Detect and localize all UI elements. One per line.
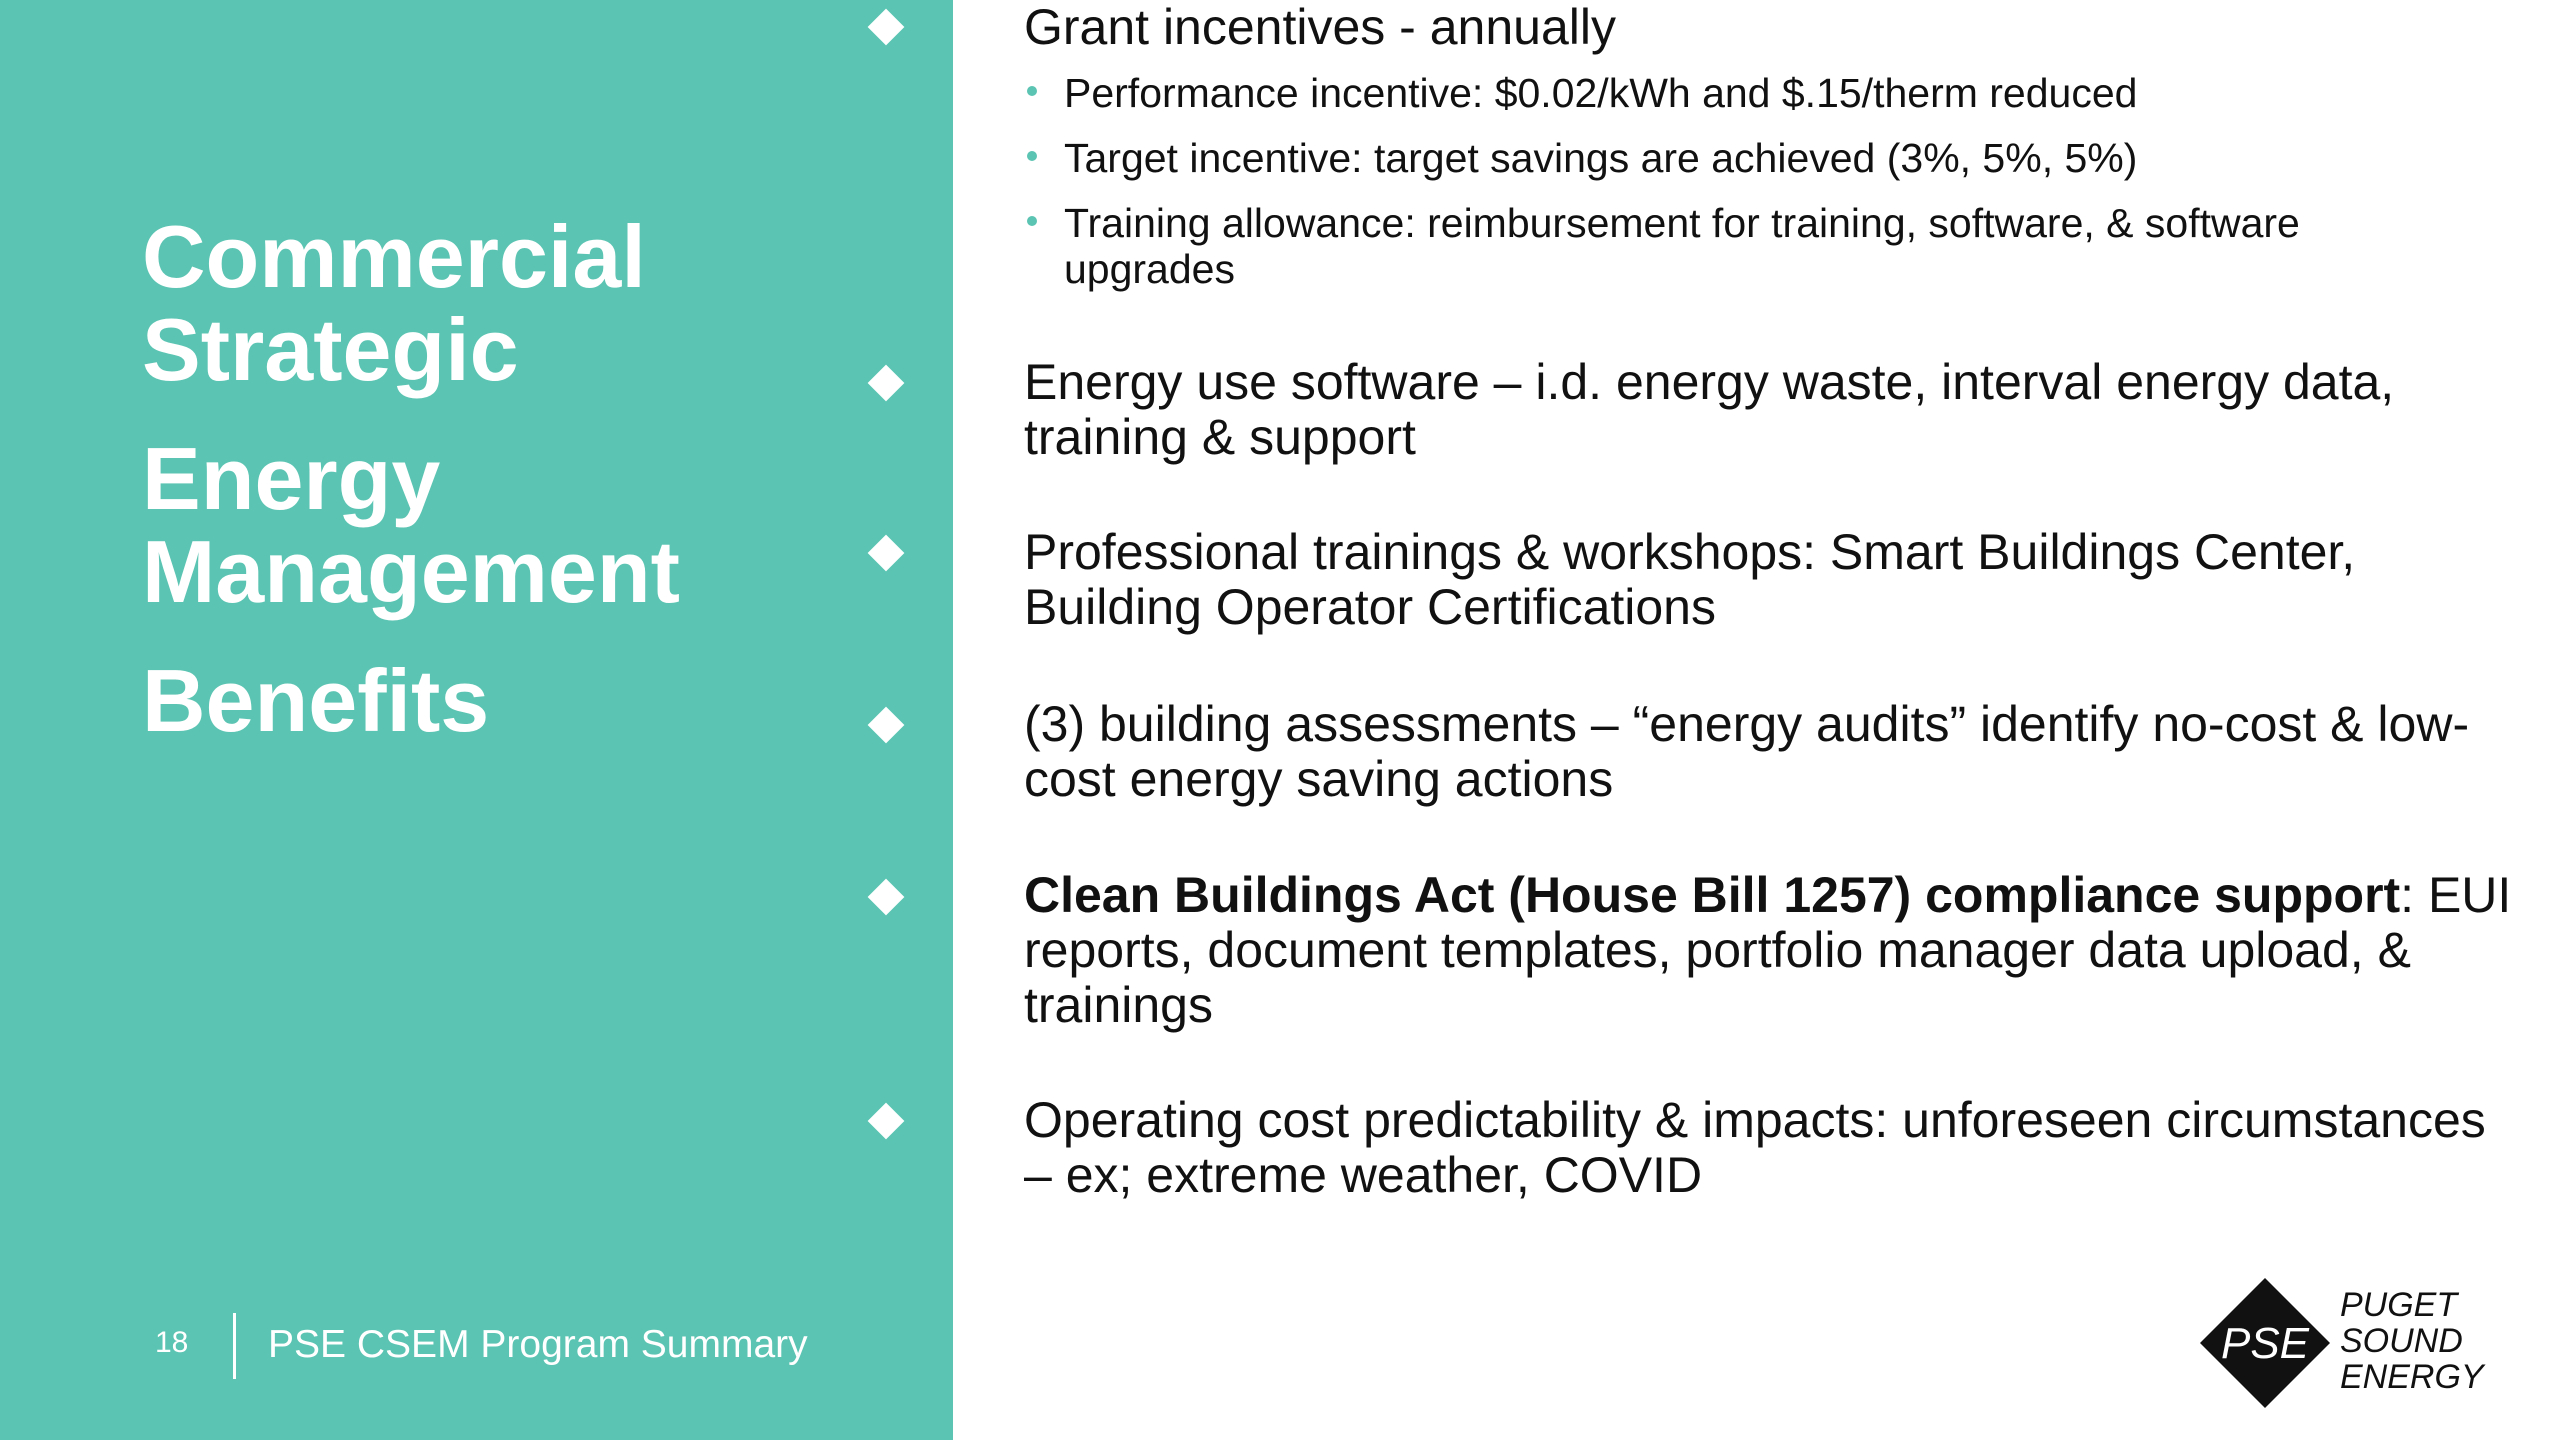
title-line: Management: [142, 522, 680, 621]
footer-title: PSE CSEM Program Summary: [268, 1323, 808, 1366]
page-number: 18: [155, 1326, 189, 1359]
sub-list-item: [1064, 200, 2404, 292]
pse-logo-mark: [2200, 1278, 2500, 1408]
sub-item-text: Performance incentive: $0.02/kWh and $.15/therm reduced: [1064, 70, 2138, 116]
list-item: [1024, 0, 2524, 55]
list-item: [1024, 697, 2524, 807]
item-bold-text: Clean Buildings Act (House Bill 1257) compliance support: [1024, 867, 2401, 923]
dot-bullet-icon: [1027, 86, 1037, 96]
sub-item-text: Training allowance: reimbursement for training, software, & software upgrades: [1064, 200, 2300, 292]
dot-bullet-icon: [1027, 151, 1037, 161]
sub-item-text: Target incentive: target savings are achieved (3%, 5%, 5%): [1064, 135, 2138, 181]
item-text: (3) building assessments – “energy audits” identify no-cost & low-cost energy saving actions: [1024, 696, 2470, 807]
item-text: Grant incentives - annually: [1024, 0, 1616, 55]
dot-bullet-icon: [1027, 216, 1037, 226]
diamond-bullet-icon: [868, 879, 905, 916]
title-line: Commercial: [142, 207, 646, 306]
list-item: [1024, 1093, 2524, 1203]
item-text: Energy use software – i.d. energy waste, interval energy data, training & support: [1024, 354, 2395, 465]
footer-divider: [233, 1313, 236, 1379]
logo-line: ENERGY: [2340, 1358, 2484, 1396]
list-item: [1024, 525, 2524, 635]
title-line: Strategic: [142, 300, 519, 399]
item-text: Professional trainings & workshops: Smart Buildings Center, Building Operator Certifications: [1024, 524, 2356, 635]
diamond-bullet-icon: [868, 9, 905, 46]
logo-mark-text: PSE: [2220, 1319, 2310, 1368]
sub-list-item: [1064, 135, 2404, 181]
item-text: : EUI reports, document templates, portfolio manager data upload, & trainings: [1024, 867, 2512, 1033]
title-line: Benefits: [142, 651, 490, 750]
item-text: Operating cost predictability & impacts: unforeseen circumstances – ex; extreme weather, COVID: [1024, 1092, 2486, 1203]
left-panel: [0, 0, 953, 1440]
list-item: [1024, 355, 2524, 465]
title-line: Energy: [142, 429, 441, 528]
sub-list-item: [1064, 70, 2404, 116]
diamond-bullet-icon: [868, 1103, 905, 1140]
list-item: [1024, 868, 2524, 1033]
logo-line: SOUND: [2340, 1322, 2463, 1360]
slide-title: [142, 207, 902, 750]
pse-logo: [2200, 1278, 2500, 1408]
logo-line: PUGET: [2340, 1286, 2458, 1324]
